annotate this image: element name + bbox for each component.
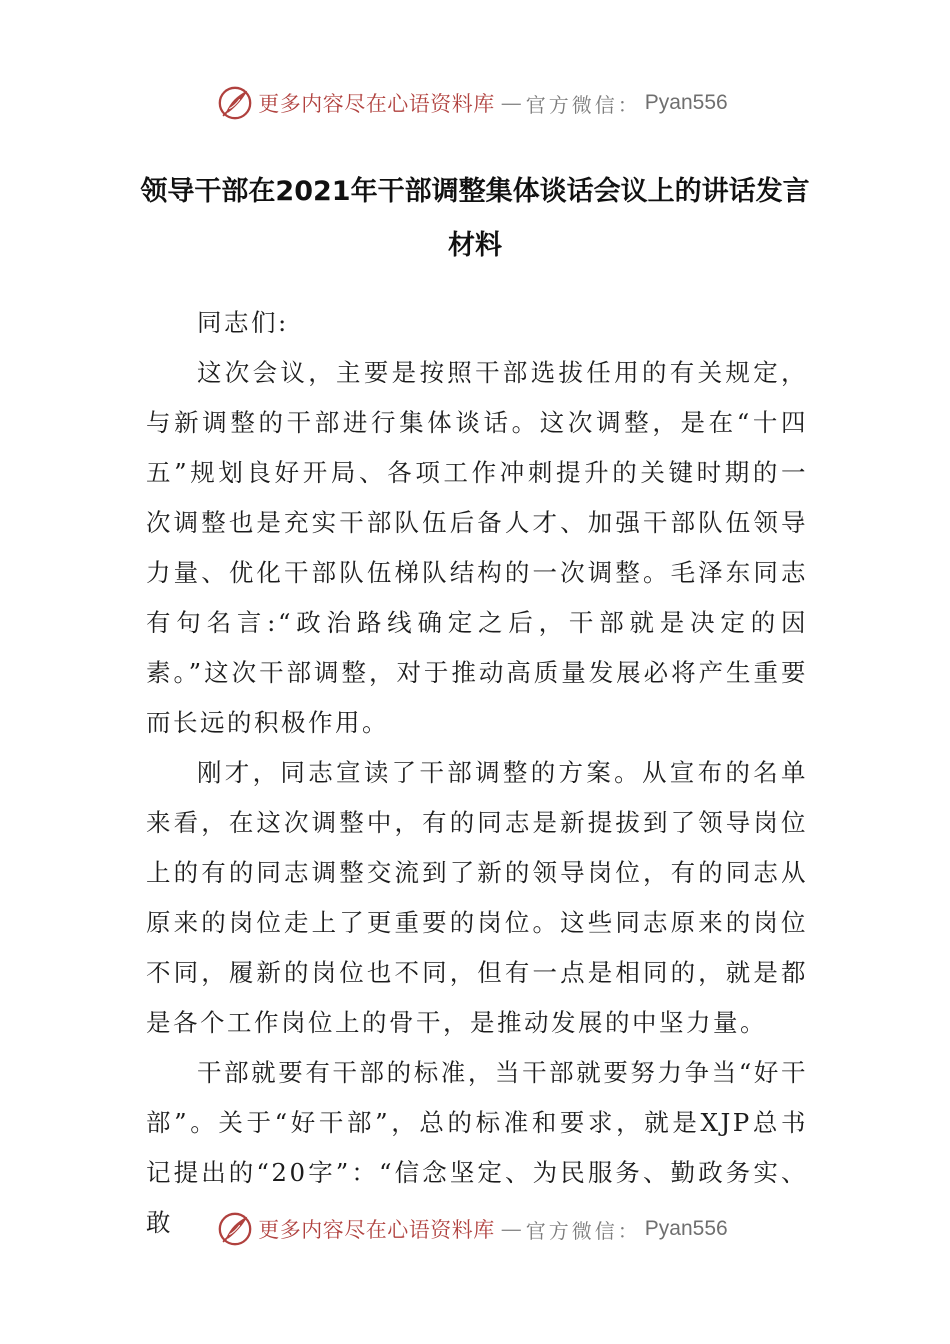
watermark-separator: — xyxy=(500,91,520,115)
watermark-content xyxy=(216,84,727,122)
watermark-separator: — xyxy=(500,1217,520,1241)
paragraph-3: 干部就要有干部的标准，当干部就要努力争当“好干部”。关于“好干部”，总的标准和要求，就是XJP总书记提出的“20字”：“信念坚定、为民服务、勤政务实、敢 xyxy=(146,1058,808,1237)
watermark-official-label: 官方微信： xyxy=(525,1218,641,1243)
watermark-site-text: 更多内容尽在心语资料库 xyxy=(258,92,495,116)
watermark-official-label: 官方微信： xyxy=(525,92,641,117)
watermark-wechat-id: Pyan556 xyxy=(644,1217,728,1240)
document-body xyxy=(146,298,808,1248)
paragraph-1: 这次会议，主要是按照干部选拔任用的有关规定，与新调整的干部进行集体谈话。这次调整，是在“十四五”规划良好开局、各项工作冲刺提升的关键时期的一次调整也是充实干部队伍后备人才、加强干部队伍领导力量、优化干部队伍梯队结构的一次调整。毛泽东同志有句名言:“政治路线确定之后，干部就是决定的因素。”这次干部调整，对于推动高质量发展必将产生重要而长远的积极作用。 xyxy=(146,358,808,737)
quill-logo-icon xyxy=(216,84,254,122)
watermark-site-text: 更多内容尽在心语资料库 xyxy=(258,1218,495,1242)
watermark-content xyxy=(216,1210,727,1248)
document-title: 领导干部在2021年干部调整集体谈话会议上的讲话发言材料 xyxy=(140,176,810,261)
watermark-wechat-id: Pyan556 xyxy=(644,91,728,114)
paragraph-2: 刚才，同志宣读了干部调整的方案。从宣布的名单来看，在这次调整中，有的同志是新提拔到了领导岗位上的有的同志调整交流到了新的领导岗位，有的同志从原来的岗位走上了更重要的岗位。这些同志原来的岗位不同，履新的岗位也不同，但有一点是相同的，就是都是各个工作岗位上的骨干，是推动发展的中坚力量。 xyxy=(146,758,808,1037)
watermark-banner-top xyxy=(0,78,950,128)
watermark-banner-bottom xyxy=(0,1204,950,1254)
salutation: 同志们: xyxy=(197,308,289,337)
quill-logo-icon xyxy=(216,1210,254,1248)
